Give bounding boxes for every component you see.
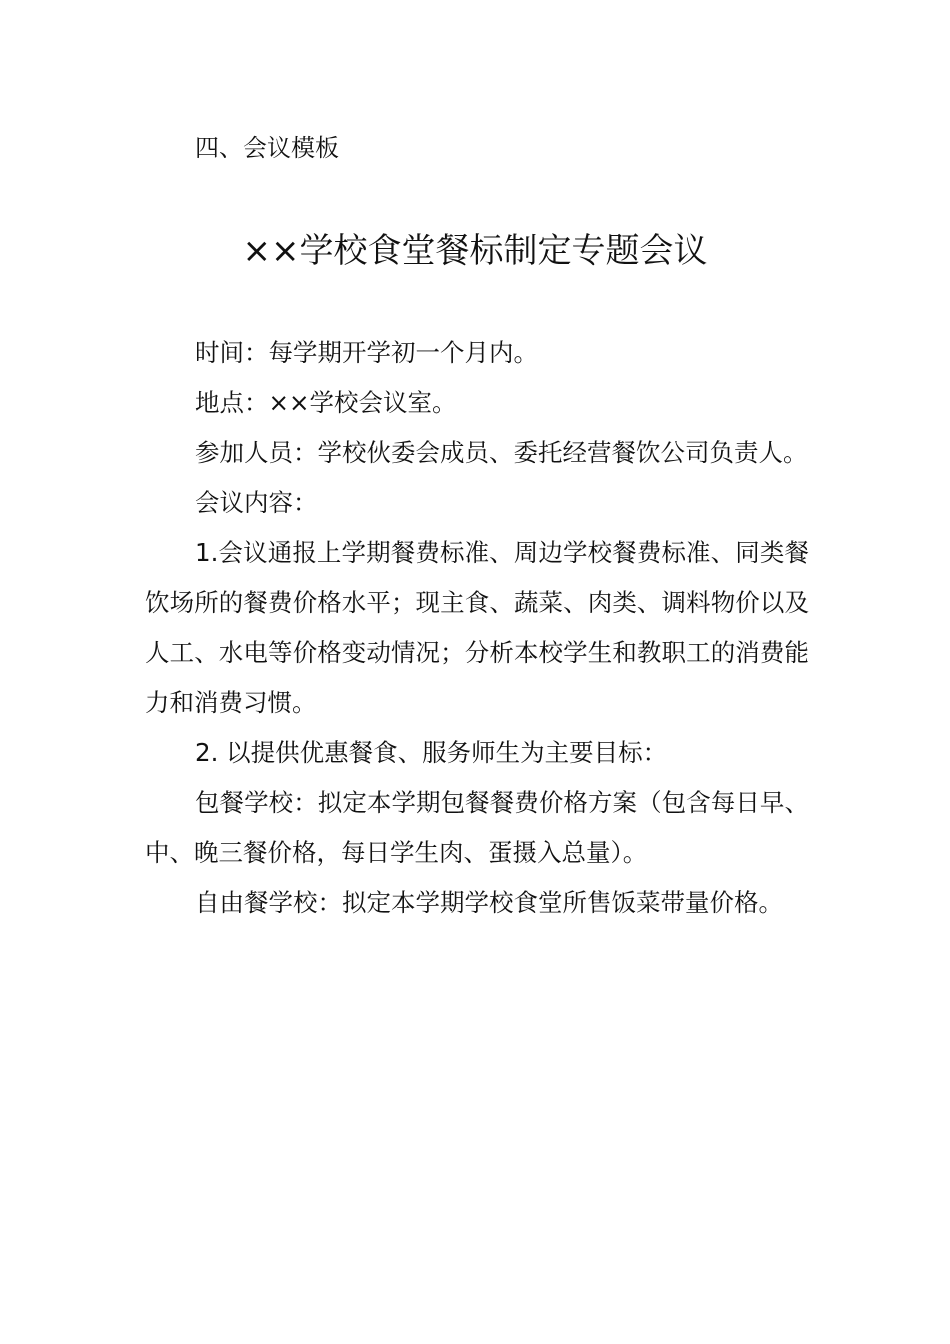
paragraph-item-1: 1.会议通报上学期餐费标准、周边学校餐费标准、同类餐饮场所的餐费价格水平；现主食、蔬菜、肉类、调料物价以及人工、水电等价格变动情况；分析本校学生和教职工的消费能力和消费习惯。 — [145, 538, 809, 717]
paragraph-time: 时间：每学期开学初一个月内。 — [195, 338, 538, 367]
paragraph-attendees: 参加人员：学校伙委会成员、委托经营餐饮公司负责人。 — [195, 438, 808, 467]
paragraph-content-heading: 会议内容： — [195, 488, 318, 517]
document-body — [145, 328, 809, 928]
paragraph-location: 地点：××学校会议室。 — [195, 388, 457, 417]
paragraph-free-meal-school: 自由餐学校：拟定本学期学校食堂所售饭菜带量价格。 — [195, 888, 783, 917]
document-title: ××学校食堂餐标制定专题会议 — [242, 231, 708, 271]
paragraph-boarding-school: 包餐学校：拟定本学期包餐餐费价格方案（包含每日早、中、晚三餐价格，每日学生肉、蛋摄入总量）。 — [145, 788, 809, 867]
paragraph-item-2: 2. 以提供优惠餐食、服务师生为主要目标： — [195, 738, 668, 767]
section-heading: 四、会议模板 — [195, 134, 339, 162]
